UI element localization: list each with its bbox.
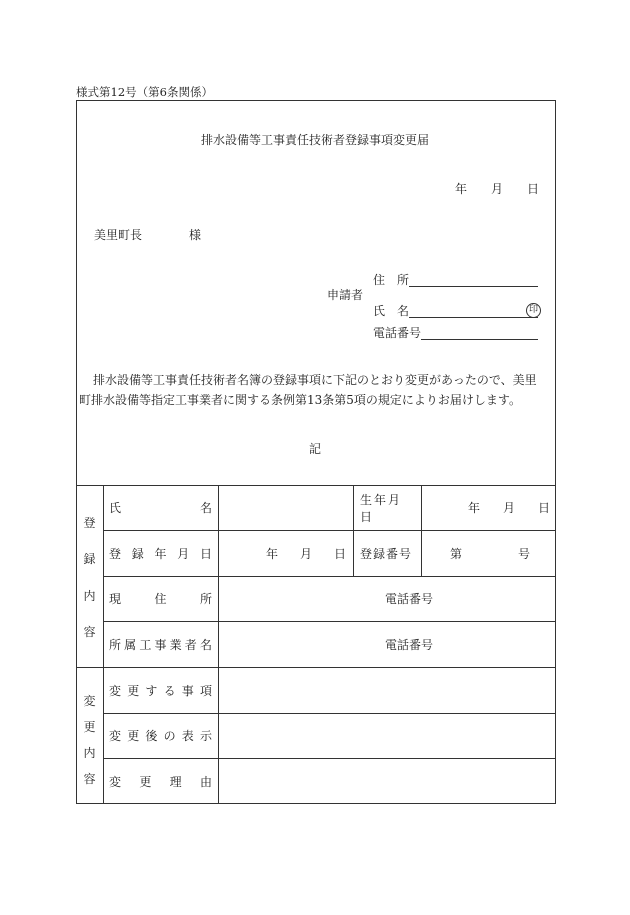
- year-label: 年: [455, 182, 468, 196]
- day-label: 日: [333, 546, 346, 561]
- label-text: 電話番号: [385, 592, 434, 606]
- after-change-label: [109, 713, 212, 758]
- addressee-name: 美里町長: [94, 228, 143, 242]
- registration-date-label: [109, 530, 212, 576]
- label-char: 属: [124, 637, 137, 652]
- label-text: 電話番号: [385, 637, 434, 652]
- table-col-divider: [103, 485, 104, 804]
- label-char: 登: [109, 546, 122, 561]
- applicant-phone-line[interactable]: [421, 339, 538, 340]
- applicant-label: 申請者: [327, 288, 364, 302]
- label-char: の: [163, 729, 176, 743]
- day-label: 日: [527, 182, 540, 196]
- current-address-label: [109, 576, 212, 621]
- submission-date: [455, 180, 539, 197]
- label-char: 項: [199, 683, 212, 698]
- label-char: 録: [131, 546, 144, 561]
- label-char: 工: [139, 637, 152, 652]
- after-change-value[interactable]: [219, 714, 555, 758]
- label-char: 表: [181, 729, 194, 743]
- label-char: 所: [109, 637, 122, 652]
- company-name-label: [109, 621, 212, 667]
- registration-date-value[interactable]: [266, 530, 346, 576]
- applicant-phone-label: 電話番号: [373, 326, 422, 340]
- name-label: [109, 485, 212, 530]
- section-label-change: [76, 692, 103, 787]
- label-char: 示: [199, 729, 212, 743]
- year-label: 年: [266, 546, 279, 561]
- notice-body-text: 排水設備等工事責任技術者名簿の登録事項に下記のとおり変更があったので、美里町排水設備等指定工事業者に関する条例第13条第5項の規定によりお届けします。: [79, 373, 537, 407]
- prefix-label: 第: [450, 546, 463, 561]
- ki-heading: 記: [308, 442, 321, 456]
- addressee: [94, 226, 201, 243]
- label-char: 業: [169, 637, 182, 652]
- label-char: 変: [109, 729, 122, 743]
- label-char: 日: [199, 546, 212, 561]
- label-char: 更: [127, 729, 140, 743]
- day-label: 日: [537, 501, 550, 515]
- form-title: 排水設備等工事責任技術者登録事項変更届: [200, 133, 429, 147]
- month-label: 月: [491, 182, 504, 196]
- change-item-label: [109, 667, 212, 713]
- month-label: 月: [299, 546, 312, 561]
- table-col-divider: [421, 485, 422, 576]
- label-text: 生年月日: [360, 492, 403, 524]
- label-char: 名: [199, 637, 212, 652]
- suffix-label: 号: [517, 546, 530, 561]
- label-char: 変: [109, 774, 122, 789]
- label-char: 変: [109, 683, 122, 698]
- applicant-name-label: 氏 名: [373, 304, 410, 318]
- label-char: 所: [199, 592, 212, 606]
- birthdate-label: [360, 485, 415, 530]
- label-char: 年: [154, 546, 167, 561]
- label-char: 現: [109, 592, 122, 606]
- label-char: 由: [199, 774, 212, 789]
- label-char: 者: [184, 637, 197, 652]
- registration-number-label: [360, 530, 420, 576]
- label-char: 理: [169, 774, 182, 789]
- birthdate-value-cell[interactable]: [468, 485, 550, 530]
- address-phone-label: [385, 576, 433, 621]
- table-col-divider: [353, 485, 354, 576]
- registration-number-value[interactable]: [450, 530, 530, 576]
- change-item-value[interactable]: [219, 668, 555, 712]
- label-char: 月: [177, 546, 190, 561]
- company-phone-label: [385, 621, 433, 667]
- section-label-char: 変: [83, 694, 96, 708]
- label-char: 住: [154, 592, 167, 606]
- form-number-label: 様式第12号（第6条関係）: [76, 85, 213, 99]
- section-label-char: 録: [83, 552, 96, 567]
- applicant-name-line[interactable]: [409, 317, 538, 318]
- section-label-registration: [76, 514, 103, 640]
- seal-mark: 印: [526, 303, 541, 318]
- section-label-char: 更: [83, 720, 96, 734]
- section-label-char: 登: [83, 516, 96, 530]
- label-char: 更: [127, 683, 140, 698]
- label-char: 事: [181, 683, 194, 698]
- label-char: す: [145, 683, 158, 698]
- addressee-honorific: 様: [189, 228, 202, 242]
- applicant-address-label: 住 所: [373, 273, 410, 287]
- label-char: 名: [199, 501, 212, 515]
- year-label: 年: [468, 501, 481, 515]
- change-reason-value[interactable]: [219, 759, 555, 803]
- section-label-char: 容: [83, 624, 96, 639]
- label-text: 登録番号: [360, 546, 413, 561]
- label-char: 事: [154, 637, 167, 652]
- month-label: 月: [502, 501, 515, 515]
- section-label-char: 内: [83, 588, 96, 603]
- label-char: 氏: [109, 501, 122, 515]
- name-value-cell[interactable]: [219, 486, 353, 530]
- change-reason-label: [109, 758, 212, 804]
- label-char: 後: [145, 729, 158, 743]
- label-char: る: [163, 683, 176, 698]
- section-label-char: 内: [83, 746, 96, 760]
- applicant-address-line[interactable]: [409, 286, 538, 287]
- section-label-char: 容: [83, 772, 96, 786]
- label-char: 更: [139, 774, 152, 789]
